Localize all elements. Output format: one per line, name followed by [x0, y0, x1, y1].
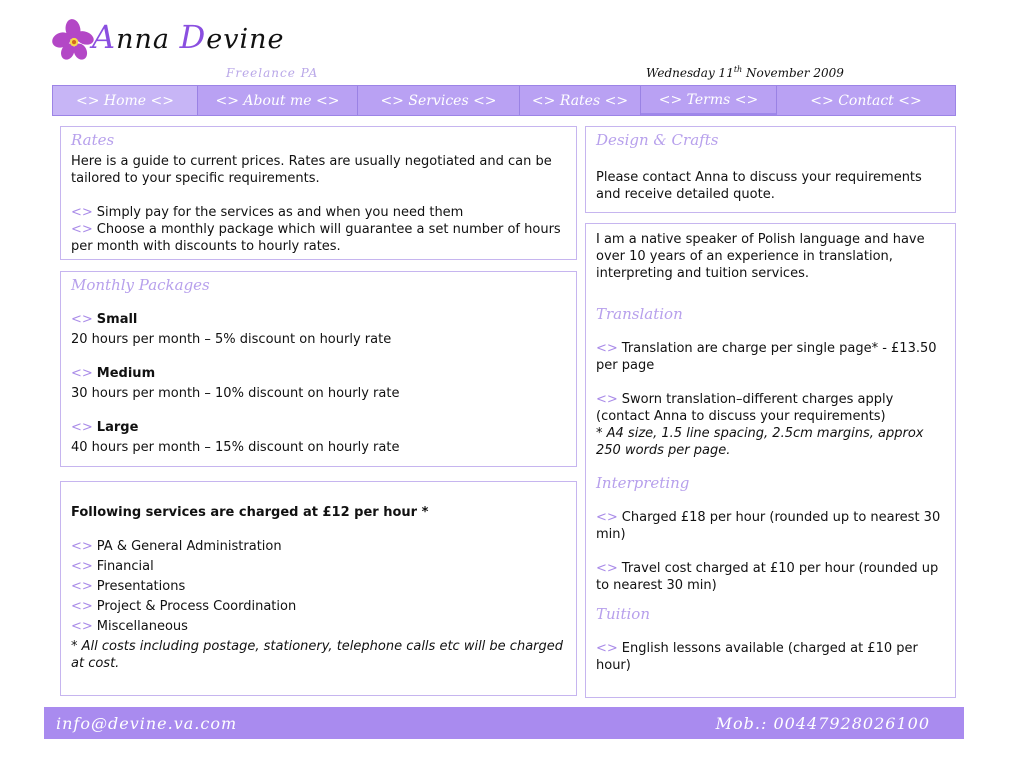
services-heading: Following services are charged at £12 per hour * [71, 505, 429, 520]
service-item-text: Presentations [96, 579, 186, 594]
package-small-name-line [71, 311, 566, 328]
date-prefix: Wednesday 11 [646, 66, 734, 80]
mobile-number-link[interactable]: Mob.: 00447928026100 [715, 713, 930, 733]
hourly-services-panel [60, 481, 577, 696]
bullet-arrows-icon: <> [71, 205, 93, 220]
bullet-arrows-icon: <> [596, 641, 618, 656]
service-item [71, 558, 566, 575]
service-item [71, 538, 566, 555]
tuition-item [596, 640, 945, 674]
translation-item [596, 391, 945, 425]
interpreting-item [596, 560, 945, 594]
interpreting-item [596, 509, 945, 543]
bullet-arrows-icon: <> [71, 312, 93, 327]
brand-initial-d: D [179, 18, 207, 56]
brand-name [92, 18, 285, 56]
service-item [71, 598, 566, 615]
interpreting-item-text: Charged £18 per hour (rounded up to nearest 30 min) [596, 510, 941, 542]
package-large-name: Large [96, 420, 139, 435]
bullet-arrows-icon: <> [71, 222, 93, 237]
brand-first-name: nna [116, 24, 170, 55]
package-large-name-line [71, 419, 566, 436]
bullet-arrows-icon: <> [71, 366, 93, 381]
monthly-packages-panel [60, 271, 577, 467]
rates-item-text: Choose a monthly package which will guarantee a set number of hours per month with discounts to hourly rates. [71, 222, 561, 254]
translation-item-text: Translation are charge per single page* - £13.50 per page [596, 341, 937, 373]
rates-title: Rates [71, 131, 115, 149]
tuition-item-text: English lessons available (charged at £10 per hour) [596, 641, 918, 673]
service-item-text: Project & Process Coordination [96, 599, 297, 614]
rates-item-text: Simply pay for the services as and when you need them [96, 205, 464, 220]
site-header [52, 14, 956, 86]
bullet-arrows-icon: <> [71, 539, 93, 554]
service-item-text: Financial [96, 559, 154, 574]
tuition-title: Tuition [596, 605, 650, 623]
email-link[interactable]: info@devine.va.com [56, 713, 238, 733]
current-date [646, 65, 844, 80]
design-title: Design & Crafts [596, 131, 719, 149]
bullet-arrows-icon: <> [596, 561, 618, 576]
brand-last-name: evine [206, 24, 285, 55]
package-medium-name-line [71, 365, 566, 382]
package-medium-name: Medium [96, 366, 156, 381]
bullet-arrows-icon: <> [71, 619, 93, 634]
date-suffix: November 2009 [742, 66, 844, 80]
rates-item-monthly [71, 221, 566, 255]
orchid-logo-icon [52, 18, 94, 62]
design-crafts-panel [585, 126, 956, 213]
nav-about-me[interactable]: <> About me <> [198, 86, 358, 115]
translation-note-text: * A4 size, 1.5 line spacing, 2.5cm margins, approx 250 words per page. [596, 426, 924, 458]
footnote-star: * [71, 639, 78, 654]
translation-title: Translation [596, 305, 683, 323]
package-large-detail: 40 hours per month – 15% discount on hourly rate [71, 440, 400, 455]
nav-contact[interactable]: <> Contact <> [810, 92, 922, 109]
interpreting-item-text: Travel cost charged at £10 per hour (rounded up to nearest 30 min) [596, 561, 939, 593]
bullet-arrows-icon: <> [71, 420, 93, 435]
service-item [71, 578, 566, 595]
nav-home[interactable]: <> Home <> [53, 86, 198, 115]
bullet-arrows-icon: <> [596, 392, 618, 407]
language-intro: I am a native speaker of Polish language and have over 10 years of an experience in translation, interpreting and tuition services. [596, 232, 925, 281]
site-footer [44, 707, 964, 739]
translation-item-text: Sworn translation–different charges apply (contact Anna to discuss your requirements) [596, 392, 894, 424]
bullet-arrows-icon: <> [596, 510, 618, 525]
package-medium-detail: 30 hours per month – 10% discount on hourly rate [71, 386, 400, 401]
bullet-arrows-icon: <> [71, 599, 93, 614]
main-navigation [52, 85, 956, 116]
package-small-name: Small [96, 312, 138, 327]
bullet-arrows-icon: <> [71, 559, 93, 574]
footnote-text: All costs including postage, stationery, telephone calls etc will be charged at cost. [71, 639, 564, 671]
rates-item-pay-as-you-go [71, 204, 566, 221]
language-services-panel [585, 223, 956, 698]
translation-note [596, 425, 945, 459]
brand-initial-a: A [92, 18, 117, 56]
bullet-arrows-icon: <> [596, 341, 618, 356]
interpreting-title: Interpreting [596, 474, 690, 492]
nav-services[interactable]: <> Services <> [358, 86, 520, 115]
service-item-text: Miscellaneous [96, 619, 188, 634]
design-text: Please contact Anna to discuss your requirements and receive detailed quote. [596, 170, 922, 202]
nav-rates[interactable]: <> Rates <> [520, 86, 641, 115]
tagline: Freelance PA [226, 66, 319, 80]
services-footnote [71, 638, 566, 672]
translation-item [596, 340, 945, 374]
rates-intro: Here is a guide to current prices. Rates are usually negotiated and can be tailored to your specific requirements. [71, 154, 552, 186]
bullet-arrows-icon: <> [71, 579, 93, 594]
date-suffix-sup: th [733, 65, 743, 74]
service-item-text: PA & General Administration [96, 539, 282, 554]
packages-title: Monthly Packages [71, 276, 210, 294]
nav-terms[interactable]: <> Terms <> [641, 86, 777, 115]
rates-panel [60, 126, 577, 260]
service-item [71, 618, 566, 635]
package-small-detail: 20 hours per month – 5% discount on hourly rate [71, 332, 392, 347]
